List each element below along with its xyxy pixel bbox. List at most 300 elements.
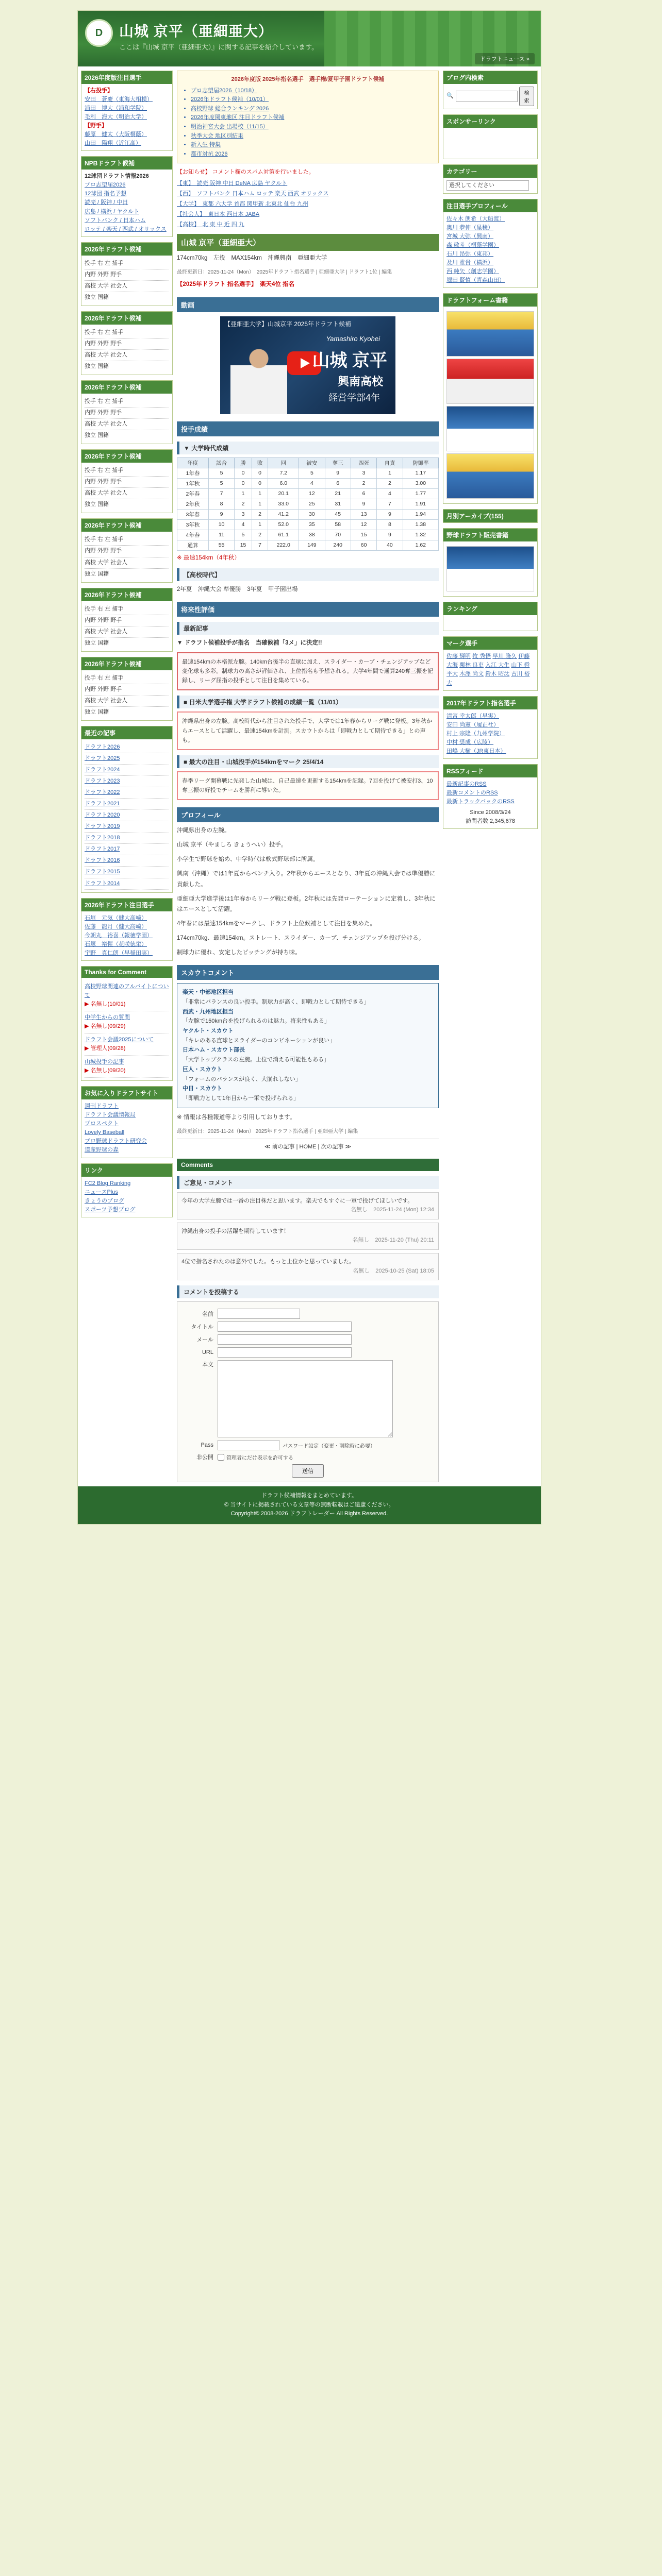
box-title: RSSフィード <box>443 765 537 777</box>
entry-subtitle: 174cm70kg 左投 MAX154km 沖縄興南 亜細亜大学 <box>177 255 327 262</box>
featured-players-box <box>81 71 173 151</box>
draft-category-row[interactable]: 独立 国籍 <box>85 361 169 372</box>
recent-post-link[interactable]: ドラフト2026 <box>85 742 169 753</box>
favorite-site-link[interactable]: ドラフト会議情報局 <box>85 1112 136 1118</box>
scout-comment <box>183 1065 433 1084</box>
stats-cell: 4 <box>299 478 325 488</box>
player-tag[interactable]: 早川 隆久 <box>492 653 517 660</box>
player-tag[interactable]: 山下 舜平大 <box>446 662 530 677</box>
player-link[interactable]: 佐藤 龍月（健大高崎） <box>85 923 147 930</box>
stats-cell: 15 <box>235 540 252 550</box>
stats-cell: 3.00 <box>403 478 438 488</box>
high-school-record: 2年夏 沖縄大会 準優勝 3年夏 甲子園出場 <box>177 586 298 592</box>
draft-candidates-box-6 <box>81 588 173 652</box>
stats-cell: 149 <box>299 540 325 550</box>
footer-line: © 当サイトに掲載されている文章等の無断転載はご遠慮ください。 <box>224 1501 394 1508</box>
recent-post-link[interactable]: ドラフト2023 <box>85 776 169 787</box>
submit-button[interactable]: 送信 <box>292 1464 324 1478</box>
draft-category-row[interactable]: 投手 右 左 捕手 <box>85 467 124 474</box>
url-input[interactable] <box>218 1347 352 1358</box>
profile-paragraph: 沖縄県出身の左腕。 <box>177 827 230 834</box>
favorite-site-link[interactable]: 道産野球の森 <box>85 1147 119 1154</box>
player-link[interactable]: 今朝丸 裕喜（報徳学園） <box>85 932 153 939</box>
box-title: スポンサーリンク <box>443 115 537 128</box>
team-index-row[interactable]: 【高校】 北 東 中 近 四 九 <box>177 221 244 228</box>
scout-comment <box>183 1007 433 1026</box>
stats-cell: 1.94 <box>403 509 438 519</box>
player-tag[interactable]: 鈴木 昭汰 <box>485 671 510 677</box>
scout-comment <box>183 1045 433 1064</box>
stats-column-header: 被安 <box>299 457 325 468</box>
npb-link[interactable]: 広島 / 横浜 / ヤクルト <box>85 208 140 215</box>
favorite-site-link[interactable]: プロスペクト <box>85 1121 119 1127</box>
draft-category-row[interactable]: 投手 右 左 捕手 <box>85 329 124 335</box>
record-note: ※ 最速154km（4年秋） <box>177 554 240 561</box>
entry-footer-meta: 最終更新日：2025-11-24（Mon） 2025年ドラフト指名選手 | 亜細亜大学 | 編集 <box>177 1128 358 1134</box>
draft-category-row[interactable]: 高校 大学 社会人 <box>85 626 169 637</box>
npb-link[interactable]: 12球団 指名予想 <box>85 191 127 197</box>
embedded-video[interactable] <box>220 316 395 414</box>
book-cover-image[interactable] <box>446 406 534 451</box>
box-title[interactable]: 月別アーカイブ(155) <box>443 510 537 522</box>
team-index-row[interactable]: 【東】 読売 阪神 中日 DeNA 広島 ヤクルト <box>177 180 288 187</box>
stats-cell: 45 <box>325 509 351 519</box>
player-tag[interactable]: 栗林 良吏 <box>459 662 484 669</box>
body-label: 本文 <box>202 1362 213 1368</box>
email-label: メール <box>196 1337 213 1344</box>
news-title[interactable]: ■ 最大の注目・山城投手が154kmをマーク 25/4/14 <box>177 755 439 768</box>
scout-name: ヤクルト・スカウト <box>183 1028 234 1035</box>
npb-link[interactable]: ソフトバンク / 日本ハム <box>85 217 146 224</box>
entry-meta: 最終更新日：2025-11-24（Mon） 2025年ドラフト指名選手 | 亜細亜大学 | ドラフト1位 | 編集 <box>177 269 392 276</box>
email-input[interactable] <box>218 1334 352 1345</box>
sidebar-link[interactable]: 藤原 健太（大阪桐蔭） <box>85 131 147 138</box>
stats-cell: 7 <box>377 499 403 509</box>
external-link[interactable]: スポーツ予想ブログ <box>85 1206 136 1213</box>
stats-cell: 6 <box>325 478 351 488</box>
comment-post-title[interactable]: 中学生からの質問 <box>85 1014 130 1021</box>
recent-comment[interactable] <box>85 1011 169 1033</box>
recent-post-link[interactable]: ドラフト2014 <box>85 878 169 890</box>
stats-cell: 12 <box>299 488 325 499</box>
secret-checkbox[interactable] <box>218 1454 224 1461</box>
stats-cell: 1.77 <box>403 488 438 499</box>
stats-cell: 3 <box>235 509 252 519</box>
draft-category-row[interactable]: 投手 右 左 捕手 <box>85 536 124 543</box>
player-tag[interactable]: 古川 裕大 <box>446 671 530 686</box>
box-title: リンク <box>81 1164 172 1177</box>
draft-category-row[interactable]: 独立 国籍 <box>85 430 169 441</box>
video-roman-name: Yamashiro Kyohei <box>326 334 380 343</box>
notice-link[interactable]: • 高校野球 総合ランキング 2026 <box>191 105 433 114</box>
box-title: マーク選手 <box>443 637 537 650</box>
stats-cell: 6.0 <box>268 478 299 488</box>
player-tag[interactable]: 木澤 尚文 <box>459 671 484 677</box>
stats-row <box>177 540 439 550</box>
external-link[interactable]: FC2 Blog Ranking <box>85 1180 131 1187</box>
box-title: ブログ内検索 <box>443 71 537 84</box>
draft-candidates-box-7 <box>81 657 173 721</box>
stats-cell: 58 <box>325 519 351 530</box>
stats-column-header: 奪三 <box>325 457 351 468</box>
high-school-label: 【高校時代】 <box>177 568 439 581</box>
stats-cell: 25 <box>299 499 325 509</box>
scout-name: 西武・九州地区担当 <box>183 1008 234 1015</box>
entry-title[interactable]: 山城 京平（亜細亜大） <box>177 234 439 251</box>
profile-paragraph: 174cm70kg、最速154km。ストレート、スライダー、カーブ、チェンジアップを投げ分ける。 <box>177 935 425 942</box>
comment-author: ▶ 名無し(09/20) <box>85 1067 126 1074</box>
profile-link[interactable]: 堀田 賢慎（青森山田） <box>446 277 505 284</box>
announcement: 【お知らせ】 コメント欄のスパム対策を行いました。 <box>177 169 315 176</box>
archive-box <box>443 509 538 523</box>
draft-pick-link[interactable]: 清宮 幸太郎（早実） <box>446 713 500 719</box>
stats-cell: 1 <box>377 468 403 478</box>
stats-cell: 4 <box>377 488 403 499</box>
stats-cell: 1.17 <box>403 468 438 478</box>
video-title: 【亜細亜大学】山城京平 2025年ドラフト候補 <box>224 320 352 328</box>
comment-post-title[interactable]: 山城投手の記事 <box>85 1059 124 1065</box>
video-school: 興南高校 <box>337 375 383 388</box>
stats-cell: 5 <box>299 468 325 478</box>
stats-cell: 2 <box>252 530 268 540</box>
draft-category-row[interactable]: 独立 国籍 <box>85 292 169 303</box>
ranking-box <box>443 602 538 631</box>
draft-category-row[interactable]: 高校 大学 社会人 <box>85 418 169 430</box>
notice-link[interactable]: • 新入生 特集 <box>191 141 433 150</box>
recent-post-link[interactable]: ドラフト2020 <box>85 810 169 821</box>
recent-posts-box <box>81 726 173 893</box>
box-title: 2026年ドラフト候補 <box>81 381 172 394</box>
subject-input[interactable] <box>218 1321 352 1332</box>
recent-post-link[interactable]: ドラフト2018 <box>85 833 169 844</box>
stats-row <box>177 488 439 499</box>
news-box: 沖縄県出身の左腕。高校時代から注目された投手で、大学では1年春からリーグ戦に登板。3年秋からエースとして活躍し、最速154kmを計測。スカウトからは「即戦力として期待できる」との声も。 <box>177 711 439 750</box>
recent-comment[interactable] <box>85 1033 169 1056</box>
stats-cell: 7 <box>252 540 268 550</box>
team-index-row[interactable]: 【大学】 東都 六大学 首都 関甲新 北東北 仙台 九州 <box>177 200 308 207</box>
rss-link[interactable]: 最新コメントのRSS <box>446 789 498 796</box>
npb-draft-box <box>81 156 173 236</box>
latest-intro: ▼ ドラフト候補投手が指名 当確候補「3メ」に決定!! <box>177 639 322 646</box>
notice-link[interactable]: • プロ志望届2026（10/18） <box>191 87 433 96</box>
recent-post-link[interactable]: ドラフト2016 <box>85 855 169 867</box>
name-label: 名前 <box>202 1311 213 1318</box>
source-note: ※ 情報は各種報道等より引用しております。 <box>177 1114 296 1121</box>
comment-body: 沖縄出身の投手の活躍を期待しています！ <box>181 1228 289 1234</box>
profile-paragraph: 山城 京平（やましろ きょうへい）投手。 <box>177 842 287 849</box>
stats-row <box>177 478 439 488</box>
draft-pick-link[interactable]: 安田 尚憲（履正社） <box>446 721 500 728</box>
comments-heading: Comments <box>177 1159 439 1171</box>
scout-quote: 「左腕で150km台を投げられるのは魅力。将来性もある」 <box>183 1018 330 1025</box>
record-section-heading: 投手成績 <box>177 421 439 436</box>
site-logo[interactable]: D <box>85 19 113 47</box>
sidebar-link[interactable]: 浦田 博大（浦和学院） <box>85 105 147 112</box>
stats-cell: 15 <box>351 530 376 540</box>
notice-link[interactable]: • 2026年度関東地区 注目ドラフト候補 <box>191 113 433 123</box>
draft-pick-link[interactable]: 村上 宗隆（九州学院） <box>446 730 505 737</box>
profile-link[interactable]: 奥川 恭伸（星稜） <box>446 225 494 231</box>
recent-comment[interactable] <box>85 1056 169 1078</box>
box-title: 2026年ドラフト候補 <box>81 312 172 325</box>
profile-link[interactable]: 石川 昂弥（東邦） <box>446 251 494 258</box>
favorite-sites-box <box>81 1086 173 1158</box>
scout-name: 中日・スカウト <box>183 1086 222 1092</box>
profile-paragraph: 4年春には最速154kmをマークし、ドラフト上位候補として注目を集めた。 <box>177 920 376 927</box>
comment-post-title[interactable]: ドラフト会議2025について <box>85 1037 154 1043</box>
stats-cell: 31 <box>325 499 351 509</box>
box-title: カテゴリー <box>443 165 537 178</box>
draft-category-row[interactable]: 投手 右 左 捕手 <box>85 398 124 405</box>
rss-box <box>443 764 538 829</box>
search-button[interactable]: 検索 <box>519 87 534 106</box>
draft-category-row[interactable]: 高校 大学 社会人 <box>85 557 169 568</box>
player-link[interactable]: 宇野 真仁朗（早稲田実） <box>85 950 153 956</box>
box-title: 注目選手プロフィール <box>443 199 537 212</box>
npb-link[interactable]: ロッテ / 楽天 / 西武 / オリックス <box>85 226 167 232</box>
book-cover-image[interactable] <box>446 546 534 591</box>
draft-candidates-box-3 <box>81 380 173 444</box>
box-title: 2017年ドラフト指名選手 <box>443 697 537 709</box>
sidebar-link: 【野手】 <box>85 123 107 129</box>
book-cover-image[interactable] <box>446 359 534 404</box>
comment-entry <box>177 1253 439 1280</box>
category-select[interactable]: 選択してください <box>446 180 529 191</box>
scout-quote: 「フォームのバランスが良く、大崩れしない」 <box>183 1076 301 1082</box>
draft-pick-link[interactable]: 田嶋 大樹（JR東日本） <box>446 748 506 754</box>
profile-paragraph: 興南（沖縄）では1年夏からベンチ入り。2年秋からエースとなり、3年夏の沖縄大会では準優勝に貢献した。 <box>177 871 436 888</box>
player-link[interactable]: 石塚 裕惺（花咲徳栄） <box>85 941 147 947</box>
comment-body: 4位で指名されたのは意外でした。もっと上位かと思っていました。 <box>181 1259 355 1265</box>
recent-post-link[interactable]: ドラフト2025 <box>85 753 169 765</box>
scout-section-heading: スカウトコメント <box>177 965 439 980</box>
comment-textarea[interactable] <box>218 1360 393 1437</box>
stats-column-header: 自責 <box>377 457 403 468</box>
draft-category-row[interactable]: 内野 外野 野手 <box>85 684 169 695</box>
name-input[interactable] <box>218 1309 300 1319</box>
draft-category-row[interactable]: 高校 大学 社会人 <box>85 280 169 292</box>
favorite-site-link[interactable]: プロ野球ドラフト研究会 <box>85 1138 147 1145</box>
notice-link[interactable]: • 明治神宮大会 出場校（11/15） <box>191 123 433 132</box>
stats-cell: 1 <box>235 488 252 499</box>
draft-category-row[interactable]: 独立 国籍 <box>85 499 169 510</box>
stats-cell: 222.0 <box>268 540 299 550</box>
draft-category-row[interactable]: 内野 外野 野手 <box>85 476 169 487</box>
site-footer <box>78 1486 541 1524</box>
profile-link[interactable]: 及川 雅貴（横浜） <box>446 260 494 266</box>
video-position: 経営学部4年 <box>328 392 380 403</box>
comment-author: ▶ 名無し(10/01) <box>85 1001 126 1007</box>
recent-post-link[interactable]: ドラフト2024 <box>85 765 169 776</box>
stats-cell: 0 <box>235 468 252 478</box>
player-tag[interactable]: 牧 秀悟 <box>472 653 491 660</box>
profile-link[interactable]: 西 純矢（創志学園） <box>446 268 500 275</box>
team-index-row[interactable]: 【社会人】 東日本 西日本 JABA <box>177 211 260 217</box>
comment-form-title: コメントを投稿する <box>177 1285 439 1298</box>
search-box <box>443 71 538 109</box>
notice-link[interactable]: • 2026年ドラフト候補（10/01） <box>191 95 433 105</box>
recent-comment[interactable] <box>85 980 169 1011</box>
stats-cell: 2年春 <box>177 488 209 499</box>
team-index <box>177 179 439 230</box>
box-title: Thanks for Comment <box>81 967 172 978</box>
profile-link[interactable]: 宮城 大弥（興南） <box>446 233 494 240</box>
sponsor-box <box>443 114 538 159</box>
draft-category-row[interactable]: 内野 外野 野手 <box>85 545 169 556</box>
stats-cell: 1 <box>252 499 268 509</box>
draft-candidates-box-4 <box>81 449 173 513</box>
box-title: NPBドラフト候補 <box>81 157 172 170</box>
notice-link[interactable]: • 都市対抗 2026 <box>191 150 433 159</box>
footer-line: ドラフト候補情報をまとめています。 <box>261 1493 358 1499</box>
stats-cell: 3年秋 <box>177 519 209 530</box>
profile-paragraph: 小学生で野球を始め、中学時代は軟式野球部に所属。 <box>177 856 319 863</box>
site-header <box>78 11 541 66</box>
stats-cell: 41.2 <box>268 509 299 519</box>
comment-meta: 名無し 2025-11-24 (Mon) 12:34 <box>351 1207 434 1213</box>
stats-cell: 1 <box>252 488 268 499</box>
category-box <box>443 164 538 194</box>
stats-cell: 35 <box>299 519 325 530</box>
stats-cell: 12 <box>351 519 376 530</box>
player-tag[interactable]: 佐藤 輝明 <box>446 653 471 660</box>
rss-link[interactable]: 最新記事のRSS <box>446 781 487 787</box>
stats-cell: 61.1 <box>268 530 299 540</box>
stats-cell: 5 <box>235 530 252 540</box>
site-title[interactable]: 山城 京平（亜細亜大） <box>119 23 273 39</box>
draft-pick-link[interactable]: 中村 奨成（広陵） <box>446 739 494 745</box>
stats-column-header: 試合 <box>208 457 234 468</box>
rss-link[interactable]: 最新トラックバックのRSS <box>446 798 515 805</box>
draft-category-row[interactable]: 内野 外野 野手 <box>85 338 169 349</box>
scout-quote: 「即戦力として1年目から一軍で投げられる」 <box>183 1095 300 1101</box>
scout-quote: 「非常にバランスの良い投手。制球力が高く、即戦力として期待できる」 <box>183 999 370 1006</box>
scout-comment <box>183 1026 433 1045</box>
recent-post-link[interactable]: ドラフト2021 <box>85 799 169 810</box>
video-section-heading: 動画 <box>177 297 439 312</box>
stats-cell: 3 <box>351 468 376 478</box>
scout-comment <box>183 1084 433 1103</box>
sidebar-link[interactable]: 安田 蒼慶（東海大相模） <box>85 96 153 103</box>
stats-cell: 0 <box>235 478 252 488</box>
password-input[interactable] <box>218 1440 279 1450</box>
stats-cell: 9 <box>377 509 403 519</box>
player-tag[interactable]: 伊藤 大海 <box>446 653 530 669</box>
scout-comments-box <box>177 983 439 1108</box>
book-cover-image[interactable] <box>446 311 534 357</box>
search-input[interactable] <box>456 91 518 102</box>
password-label: Pass <box>201 1442 213 1449</box>
box-title: 2026年度版注目選手 <box>81 71 172 84</box>
recent-post-link[interactable]: ドラフト2019 <box>85 821 169 833</box>
external-link[interactable]: ニュースPlus <box>85 1189 118 1195</box>
three-column-layout <box>78 66 541 1486</box>
stats-cell: 通算 <box>177 540 209 550</box>
draft-category-row[interactable]: 投手 右 左 捕手 <box>85 605 124 612</box>
stats-column-header: 敗 <box>252 457 268 468</box>
recent-post-link[interactable]: ドラフト2017 <box>85 844 169 855</box>
draft-category-row[interactable]: 独立 国籍 <box>85 568 169 580</box>
favorite-site-link[interactable]: Lovely Baseball <box>85 1129 125 1136</box>
stats-column-header: 四死 <box>351 457 376 468</box>
profile-paragraph: 亜細亜大学進学後は1年春からリーグ戦に登板。2年秋には先発ローテーションに定着し、3年秋にはエースとして活躍。 <box>177 895 436 912</box>
comment-post-title[interactable]: 高校野球関連のアルバイトについて <box>85 983 169 998</box>
stats-cell: 55 <box>208 540 234 550</box>
stats-cell: 9 <box>351 499 376 509</box>
team-index-row[interactable]: 【西】 ソフトバンク 日本ハム ロッテ 楽天 西武 オリックス <box>177 191 329 197</box>
stats-table <box>177 457 439 551</box>
stats-cell: 240 <box>325 540 351 550</box>
post-navigation[interactable]: ≪ 前の記事 | HOME | 次の記事 ≫ <box>177 1139 439 1154</box>
profile-link[interactable]: 森 敬斗（桐蔭学園） <box>446 242 500 249</box>
stats-column-header: 回 <box>268 457 299 468</box>
draft-category-row[interactable]: 高校 大学 社会人 <box>85 487 169 499</box>
draft-category-row[interactable]: 高校 大学 社会人 <box>85 349 169 361</box>
draft-category-row[interactable]: 投手 右 左 捕手 <box>85 260 124 266</box>
player-link[interactable]: 石垣 元気（健大高崎） <box>85 914 147 921</box>
news-title[interactable]: ■ 日米大学選手権 大学ドラフト候補の成績一覧（11/01） <box>177 696 439 708</box>
baseball-books-box <box>443 528 538 597</box>
draft-category-row[interactable]: 投手 右 左 捕手 <box>85 674 124 681</box>
recent-post-link[interactable]: ドラフト2022 <box>85 787 169 799</box>
stats-cell: 20.1 <box>268 488 299 499</box>
password-note: パスワード設定（変更・削除時に必要） <box>283 1443 375 1449</box>
draft-category-row[interactable]: 内野 外野 野手 <box>85 269 169 280</box>
profile-link[interactable]: 佐々木 朗希（大船渡） <box>446 216 505 222</box>
stats-cell: 2年秋 <box>177 499 209 509</box>
npb-link[interactable]: プロ志望届2026 <box>85 182 126 189</box>
sidebar-link[interactable]: 毛利 海大（明治大学） <box>85 114 147 121</box>
notice-link[interactable]: • 秋季大会 地区別結果 <box>191 132 433 141</box>
stats-cell: 11 <box>208 530 234 540</box>
books-box <box>443 293 538 504</box>
links-box <box>81 1163 173 1217</box>
sidebar-link[interactable]: 山田 陽翔（近江高） <box>85 140 141 147</box>
stats-row <box>177 499 439 509</box>
draft-category-row[interactable]: 高校 大学 社会人 <box>85 695 169 706</box>
draft-category-row[interactable]: 内野 外野 野手 <box>85 615 169 626</box>
url-label: URL <box>202 1349 213 1356</box>
draft-candidates-box-1 <box>81 242 173 306</box>
box-title: 最近の記事 <box>81 726 172 739</box>
focus-players-box <box>443 199 538 288</box>
comment-meta: 名無し 2025-11-20 (Thu) 20:11 <box>352 1237 434 1244</box>
draft-category-row[interactable]: 内野 外野 野手 <box>85 407 169 418</box>
record-label: ▼ 大学時代成績 <box>177 442 439 454</box>
stats-cell: 0 <box>252 478 268 488</box>
stats-body <box>177 468 439 550</box>
book-cover-image[interactable] <box>446 453 534 499</box>
box-title: 2026年ドラフト候補 <box>81 588 172 601</box>
highlight-box: 最速154kmの本格派左腕。140km台後半の直球に加え、スライダー・カーブ・チェンジアップなど変化球も多彩。制球力の高さが評価され、上位指名も予想される。大学4年間で通算240奪三振を記録し、リーグ屈指の投手として注目を集めている。 <box>177 652 439 690</box>
stats-cell: 1.62 <box>403 540 438 550</box>
marked-players-box <box>443 636 538 690</box>
external-link[interactable]: きょうのブログ <box>85 1197 124 1204</box>
box-title: 2026年ドラフト候補 <box>81 450 172 463</box>
player-tag[interactable]: 入江 大生 <box>485 662 510 669</box>
breadcrumb[interactable]: ドラフトニュース » <box>475 53 535 64</box>
scout-name: 楽天・中部地区担当 <box>183 989 234 996</box>
stats-cell: 9 <box>208 509 234 519</box>
stats-cell: 1年秋 <box>177 478 209 488</box>
draft-category-row[interactable]: 独立 国籍 <box>85 706 169 718</box>
secret-label: 非公開 <box>196 1454 213 1461</box>
stats-cell: 2 <box>377 478 403 488</box>
draft-category-row[interactable]: 独立 国籍 <box>85 637 169 649</box>
favorite-site-link[interactable]: 週刊ドラフト <box>85 1103 119 1110</box>
npb-link[interactable]: 読売 / 阪神 / 中日 <box>85 199 128 206</box>
recent-post-link[interactable]: ドラフト2015 <box>85 867 169 878</box>
